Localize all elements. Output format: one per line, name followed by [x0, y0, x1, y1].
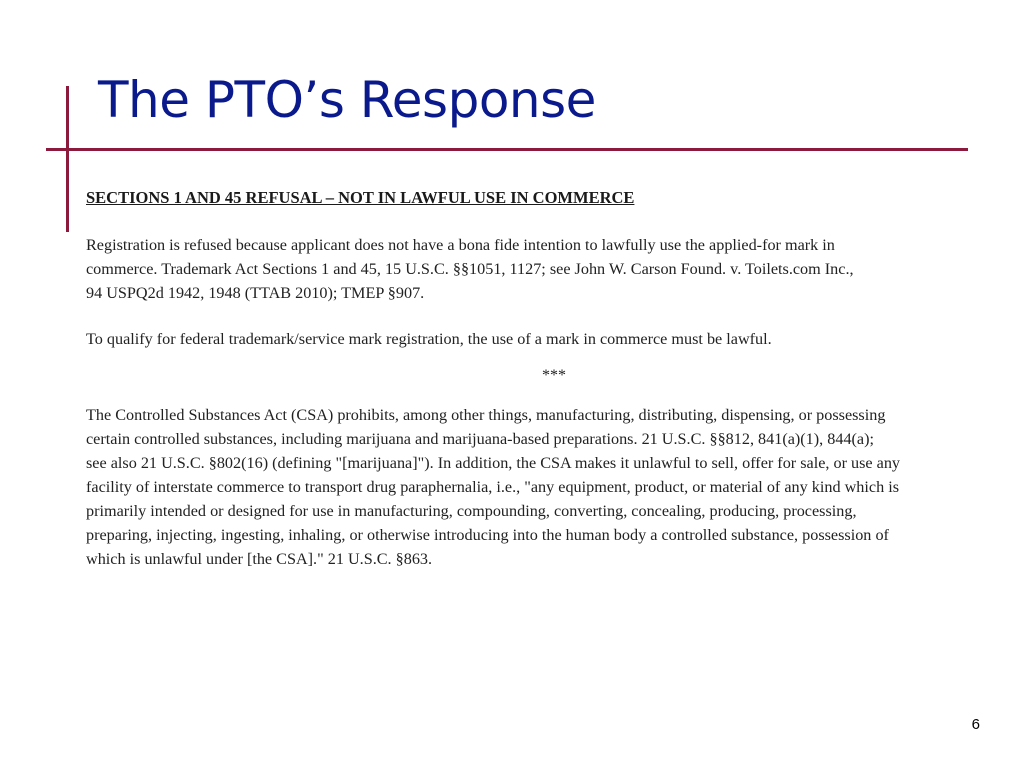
csa-paragraph-line: facility of interstate commerce to transport drug paraphernalia, i.e., "any equipment, product, or material of any kind which is — [86, 478, 900, 496]
refusal-heading: SECTIONS 1 AND 45 REFUSAL – NOT IN LAWFUL USE IN COMMERCE — [86, 188, 635, 207]
csa-paragraph-line: see also 21 U.S.C. §802(16) (defining "[marijuana]"). In addition, the CSA makes it unlawful to sell, offer for sale, or use any — [86, 454, 901, 472]
slide-title: The PTO’s Response — [98, 71, 596, 129]
page-number: 6 — [971, 716, 980, 733]
section-separator: *** — [542, 367, 566, 384]
refusal-paragraph-line: 94 USPQ2d 1942, 1948 (TTAB 2010); TMEP §907. — [86, 284, 425, 302]
refusal-paragraph-line: Registration is refused because applicant does not have a bona fide intention to lawfully use the applied-for mark in — [86, 236, 835, 254]
horizontal-accent-rule — [46, 148, 968, 151]
document-excerpt — [86, 186, 1002, 571]
refusal-paragraph-line: commerce. Trademark Act Sections 1 and 45, 15 U.S.C. §§1051, 1127; see John W. Carson Found. v. Toilets.com Inc., — [86, 260, 854, 278]
csa-paragraph-line: certain controlled substances, including marijuana and marijuana-based preparations. 21 U.S.C. §§812, 841(a)(1), 844(a); — [86, 430, 875, 448]
csa-paragraph-line: The Controlled Substances Act (CSA) prohibits, among other things, manufacturing, distributing, dispensing, or possessing — [86, 406, 886, 424]
csa-paragraph-line: primarily intended or designed for use in manufacturing, compounding, converting, concealing, producing, processing, — [86, 502, 857, 520]
vertical-accent-rule — [66, 86, 69, 232]
lawful-use-paragraph — [86, 327, 1002, 351]
csa-paragraph — [86, 403, 1002, 571]
csa-paragraph-line: preparing, injecting, ingesting, inhaling, or otherwise introducing into the human body a controlled substance, possession of — [86, 526, 889, 544]
csa-paragraph-line: which is unlawful under [the CSA]." 21 U.S.C. §863. — [86, 550, 433, 568]
lawful-use-line: To qualify for federal trademark/service mark registration, the use of a mark in commerce must be lawful. — [86, 330, 772, 348]
refusal-paragraph — [86, 233, 1002, 305]
